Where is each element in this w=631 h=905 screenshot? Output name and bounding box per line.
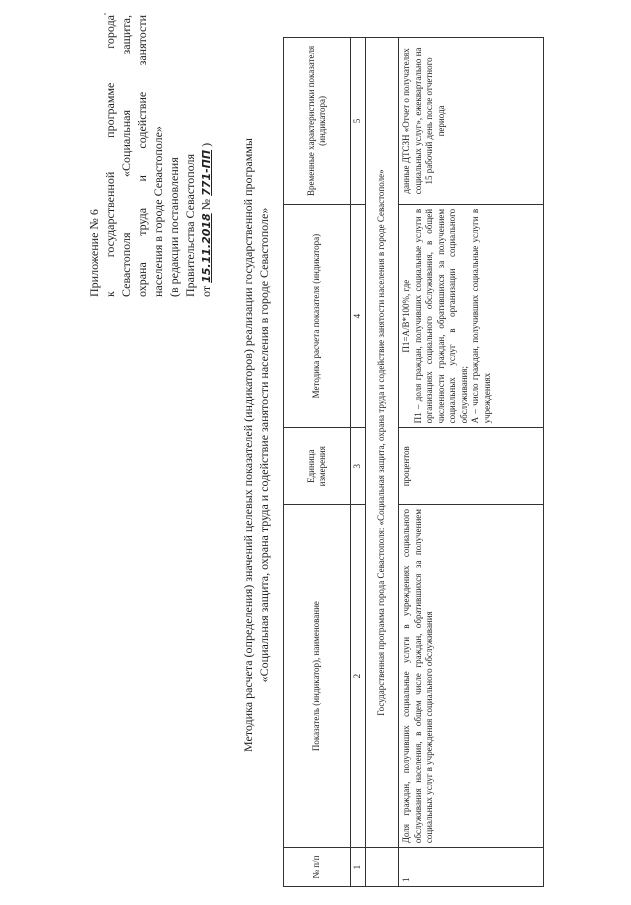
appendix-line: к государственной программе города xyxy=(103,15,117,297)
table-row xyxy=(399,38,544,887)
header-cell: Методика расчета показателя (индикатора) xyxy=(284,204,351,428)
calculation-method xyxy=(399,204,544,428)
column-number: 1 xyxy=(351,848,366,887)
appendix-date-line xyxy=(198,15,215,297)
column-number: 3 xyxy=(351,428,366,505)
header-cell: Временные характеристики показателя (индикатора) xyxy=(284,38,351,205)
program-row xyxy=(366,38,399,887)
unit-of-measure: процентов xyxy=(399,428,544,505)
method-formula: П1=А/В*100%, где xyxy=(401,279,411,353)
number-prefix: № xyxy=(199,195,213,214)
method-p1-definition: П1 – доля граждан, получивших социальные услуги в организациях социального обслуживания, в общей численности граждан, обратившихся за получением социальных услуг в организации социального обслуживания; xyxy=(412,208,469,424)
appendix-number: Приложение № 6 xyxy=(87,209,101,297)
resolution-number: 771-ПП xyxy=(200,149,213,196)
appendix-line: (в редакции постановления xyxy=(167,157,181,297)
column-number: 4 xyxy=(351,204,366,428)
title-line-2: «Социальная защита, охрана труда и содействие занятости населения в городе Севастополе» xyxy=(257,207,271,683)
column-number: 2 xyxy=(351,505,366,848)
header-cell: № п/п xyxy=(284,848,351,887)
indicator-name: Доля граждан, получивших социальные услуги в учреждениях социального обслуживания населения, в общем числе граждан, обратившихся за получением социальных услуг в учреждения социального обслуживания xyxy=(399,505,544,848)
row-number: 1 xyxy=(399,848,544,887)
indicators-table xyxy=(283,37,544,887)
program-empty-cell xyxy=(366,848,399,887)
header-cell: Единица измерения xyxy=(284,428,351,505)
column-number: 5 xyxy=(351,38,366,205)
column-number-row xyxy=(351,38,366,887)
document-title xyxy=(240,5,272,885)
date-suffix: ) xyxy=(199,142,213,150)
table-header-row xyxy=(284,38,351,887)
appendix-line: населения в городе Севастополе» xyxy=(151,126,165,297)
header-cell: Показатель (индикатор), наименование xyxy=(284,505,351,848)
resolution-date: 15.11.2018 xyxy=(200,213,213,283)
time-characteristics: данные ДТСЗН «Отчет о получателях социальных услуг», ежеквартально на 15 рабочий день после отчетного периода xyxy=(399,38,544,205)
appendix-line: Правительства Севастополя xyxy=(183,153,197,297)
method-a-definition: А – число граждан, получивших социальные услуги в учреждениях xyxy=(470,208,492,424)
title-line-1: Методика расчета (определения) значений целевых показателей (индикаторов) реализации государственной программы xyxy=(241,138,255,753)
appendix-header xyxy=(86,15,215,297)
program-title-cell: Государственная программа города Севастополя: «Социальная защита, охрана труда и содействие занятости населения в городе Севастополе» xyxy=(366,38,399,848)
appendix-line: охрана труда и содействие занятости xyxy=(135,15,149,297)
appendix-line: Севастополя «Социальная защита, xyxy=(119,15,133,297)
date-prefix: от xyxy=(199,282,213,297)
